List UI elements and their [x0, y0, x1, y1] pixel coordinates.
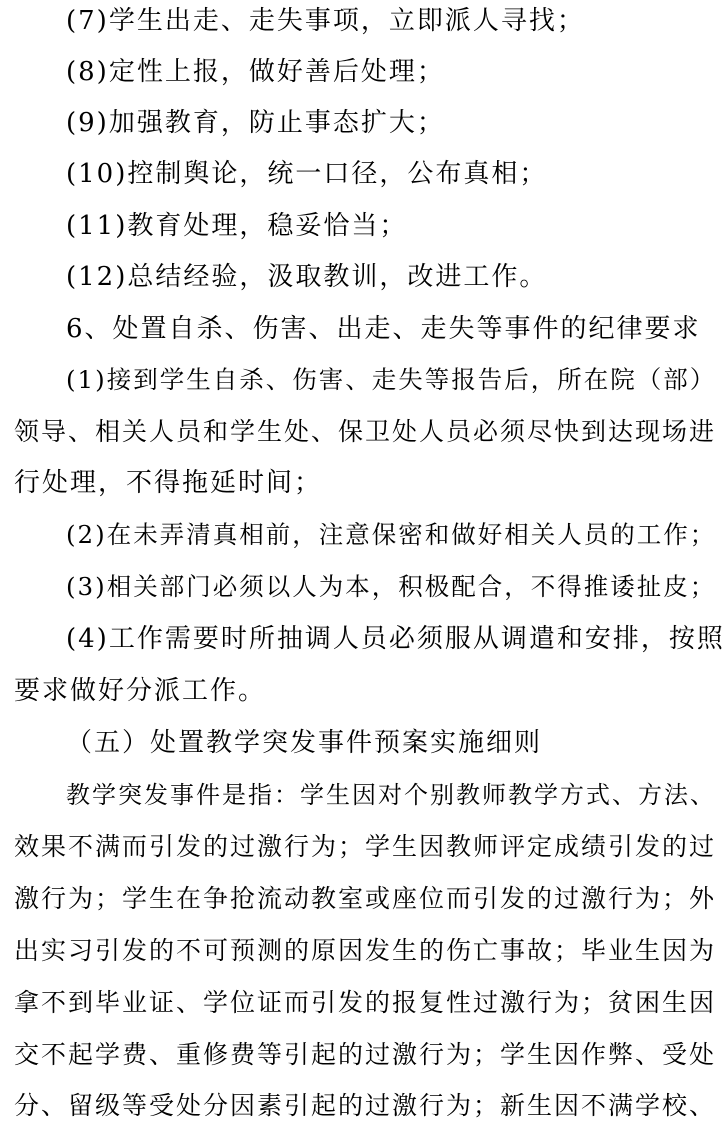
list-item-8: (8)定性上报，做好善后处理；: [66, 57, 445, 87]
section-heading-6: 6、处置自杀、伤害、出走、走失等事件的纪律要求: [66, 314, 701, 344]
list-item-7: (7)学生出走、走失事项，立即派人寻找；: [66, 6, 585, 36]
list-item-9: (9)加强教育，防止事态扩大；: [66, 108, 445, 138]
paragraph-line: 教学突发事件是指：学生因对个别教师教学方式、方法、: [66, 781, 716, 809]
list-item-10: (10)控制舆论，统一口径，公布真相；: [66, 159, 548, 189]
paragraph-line: (3)相关部门必须以人为本，积极配合，不得推诿扯皮；: [66, 572, 717, 601]
paragraph-line: 效果不满而引发的过激行为；学生因教师评定成绩引发的过: [14, 832, 717, 861]
paragraph-line: 交不起学费、重修费等引起的过激行为；学生因作弊、受处: [14, 1040, 717, 1069]
paragraph-line: 要求做好分派工作。: [14, 676, 267, 706]
paragraph-line: 拿不到毕业证、学位证而引发的报复性过激行为；贫困生因: [14, 988, 717, 1017]
paragraph-line: (4)工作需要时所抽调人员必须服从调遣和安排，按照: [66, 624, 725, 654]
paragraph-line: 出实习引发的不可预测的原因发生的伤亡事故；毕业生因为: [14, 936, 717, 965]
paragraph-line: 分、留级等受处分因素引起的过激行为；新生因不满学校、: [14, 1091, 717, 1120]
paragraph-line: 激行为；学生在争抢流动教室或座位而引发的过激行为；外: [14, 884, 717, 913]
paragraph-line: (2)在未弄清真相前，注意保密和做好相关人员的工作；: [66, 520, 717, 549]
paragraph-line: 行处理，不得拖延时间；: [14, 468, 323, 498]
list-item-12: (12)总结经验，汲取教训，改进工作。: [66, 262, 548, 292]
paragraph-line: (1)接到学生自杀、伤害、走失等报告后，所在院（部）: [66, 365, 717, 394]
section-heading-5: （五）处置教学突发事件预案实施细则: [66, 728, 543, 758]
list-item-11: (11)教育处理，稳妥恰当；: [66, 211, 408, 241]
paragraph-line: 领导、相关人员和学生处、保卫处人员必须尽快到达现场进: [14, 417, 717, 446]
